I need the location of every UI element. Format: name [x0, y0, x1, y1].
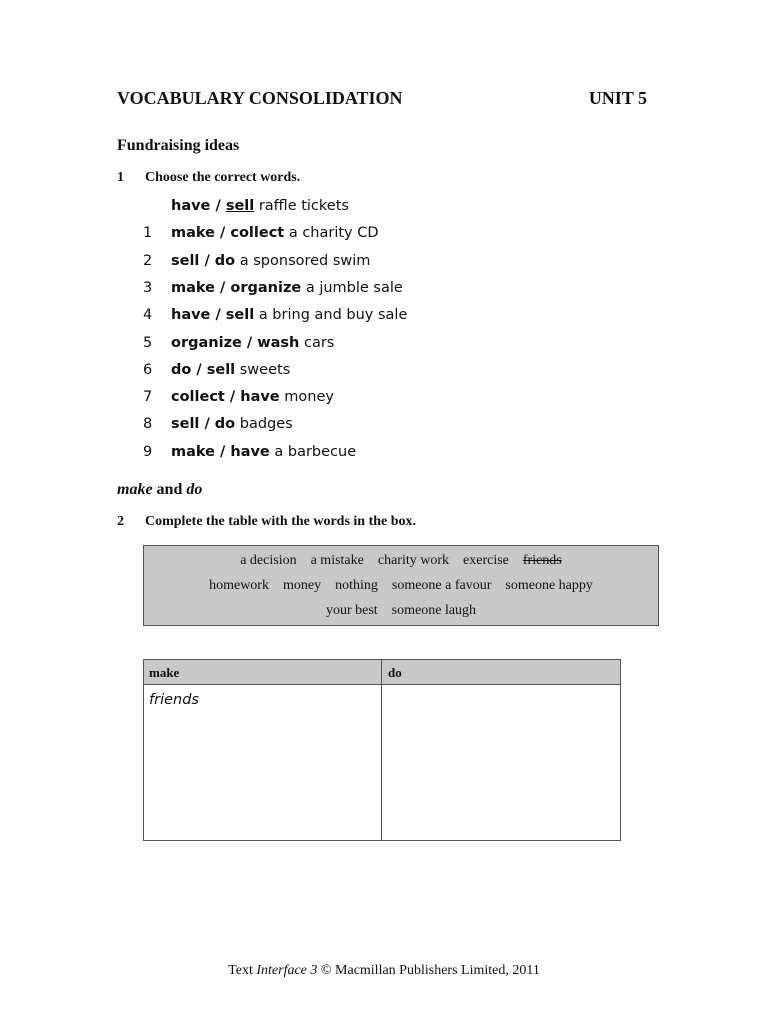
- item-choice: have / sell: [171, 307, 255, 324]
- item-choice: do / sell: [171, 361, 236, 378]
- item-number: 8: [143, 416, 153, 433]
- word-box-item: someone laugh: [391, 603, 477, 618]
- heading-do: do: [186, 481, 203, 498]
- word-box-item: charity work: [377, 553, 450, 568]
- item-choice: collect / have: [171, 389, 280, 406]
- word-box-line: [144, 578, 658, 594]
- example-rest: raffle tickets: [254, 198, 349, 214]
- footer-book-title: Interface 3: [256, 963, 318, 978]
- exercise-1-instruction: [117, 170, 517, 188]
- word-box-item: friends: [522, 553, 562, 568]
- example-option-a: have: [171, 198, 211, 214]
- example-option-b: sell: [225, 198, 255, 214]
- item-rest: money: [279, 389, 334, 406]
- column-header-do: do: [388, 665, 402, 680]
- instruction-text: Complete the table with the words in the box.: [145, 514, 417, 529]
- page-title: VOCABULARY CONSOLIDATION: [117, 88, 403, 108]
- word-box: [143, 545, 659, 626]
- word-box-item: homework: [209, 578, 269, 593]
- item-number: 1: [143, 225, 153, 242]
- exercise-2-instruction: [117, 514, 517, 532]
- item-number: 2: [143, 252, 153, 269]
- item-rest: sweets: [235, 361, 291, 378]
- word-box-item: someone happy: [505, 578, 593, 593]
- item-number: 6: [143, 361, 153, 378]
- make-example-entry: friends: [149, 692, 199, 708]
- page-header: [117, 88, 647, 112]
- word-box-item: a decision: [240, 553, 297, 568]
- item-number: 5: [143, 334, 153, 351]
- exercise-number: 2: [117, 514, 124, 529]
- word-box-item: a mistake: [310, 553, 364, 568]
- column-divider: [381, 660, 382, 840]
- column-header-make: make: [149, 665, 180, 680]
- item-rest: a barbecue: [269, 443, 357, 460]
- item-rest: badges: [235, 416, 293, 433]
- word-box-item: your best: [325, 603, 378, 618]
- word-box-line: [144, 603, 658, 619]
- heading-and: and: [152, 481, 187, 498]
- item-rest: a sponsored swim: [235, 252, 371, 269]
- item-number: 4: [143, 307, 153, 324]
- word-box-line: [144, 553, 658, 569]
- item-choice: organize / wash: [171, 334, 300, 351]
- instruction-text: Choose the correct words.: [145, 170, 301, 185]
- item-choice: sell / do: [171, 416, 236, 433]
- word-box-item: someone a favour: [391, 578, 492, 593]
- item-number: 9: [143, 443, 153, 460]
- item-choice: make / organize: [171, 279, 302, 296]
- word-box-item: money: [282, 578, 322, 593]
- item-number: 3: [143, 279, 153, 296]
- example-separator: /: [210, 198, 226, 214]
- item-number: 7: [143, 389, 153, 406]
- unit-label: UNIT 5: [588, 88, 647, 108]
- item-rest: a jumble sale: [301, 279, 403, 296]
- item-rest: cars: [299, 334, 335, 351]
- heading-make: make: [117, 481, 153, 498]
- item-choice: sell / do: [171, 252, 236, 269]
- item-rest: a bring and buy sale: [254, 307, 408, 324]
- item-rest: a charity CD: [284, 225, 379, 242]
- table-header: [144, 660, 620, 685]
- footer-pre: Text: [228, 963, 257, 978]
- section-heading-fundraising: Fundraising ideas: [117, 137, 240, 154]
- item-choice: make / have: [171, 443, 270, 460]
- footer-copyright: © Macmillan Publishers Limited, 2011: [317, 963, 540, 978]
- item-choice: make / collect: [171, 225, 285, 242]
- word-box-item: nothing: [335, 578, 378, 593]
- section-heading-make-do: [117, 481, 202, 499]
- footer: [0, 963, 768, 979]
- word-box-item: exercise: [463, 553, 509, 568]
- make-do-table: [143, 659, 621, 841]
- exercise-number: 1: [117, 170, 124, 185]
